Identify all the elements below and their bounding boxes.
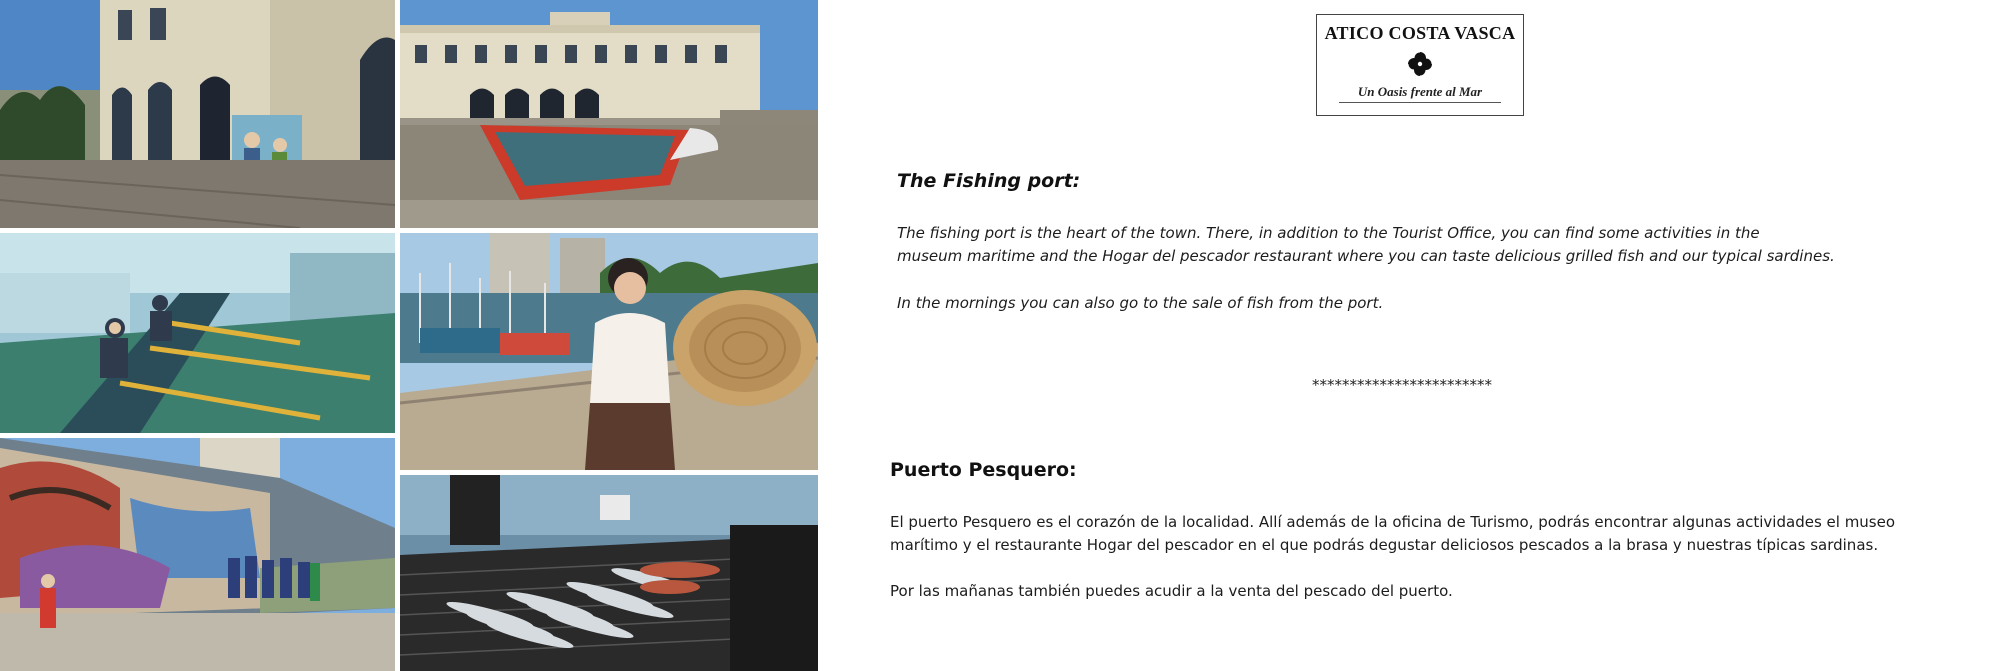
lauburu-icon xyxy=(1406,50,1434,78)
logo-rule xyxy=(1339,102,1501,103)
english-heading: The Fishing port: xyxy=(897,170,1081,192)
maritime-museum-boat-photo xyxy=(400,0,818,228)
separator: ************************ xyxy=(1312,376,1492,394)
logo-title: ATICO COSTA VASCA xyxy=(1324,23,1516,43)
spanish-heading: Puerto Pesquero: xyxy=(890,459,1077,481)
woman-with-basket-photo xyxy=(400,233,818,470)
spanish-paragraph-line-2: marítimo y el restaurante Hogar del pescador en el que podrás degustar deliciosos pescados a la brasa y nuestras típicas sardinas. xyxy=(890,536,1879,554)
spanish-paragraph-line-1: El puerto Pesquero es el corazón de la localidad. Allí además de la oficina de Turismo, podrás encontrar algunas actividades el museo xyxy=(890,513,1896,531)
mural-group-photo xyxy=(0,438,395,671)
grilled-sardines-photo xyxy=(400,475,818,671)
logo-tagline: Un Oasis frente al Mar xyxy=(1357,84,1483,99)
english-paragraph-line-1: The fishing port is the heart of the town. There, in addition to the Tourist Office, you can find some activities in the xyxy=(897,224,1760,242)
photo-collage xyxy=(0,0,818,671)
english-paragraph-line-3: In the mornings you can also go to the sale of fish from the port. xyxy=(897,294,1384,312)
spanish-paragraph-line-3: Por las mañanas también puedes acudir a la venta del pescado del puerto. xyxy=(890,582,1453,600)
atico-costa-vasca-logo xyxy=(1316,14,1524,116)
rowing-tank-photo xyxy=(0,233,395,433)
english-paragraph-line-2: museum maritime and the Hogar del pescador restaurant where you can taste delicious grilled fish and our typical sardines. xyxy=(897,247,1835,265)
tourist-office-building-photo xyxy=(0,0,395,228)
